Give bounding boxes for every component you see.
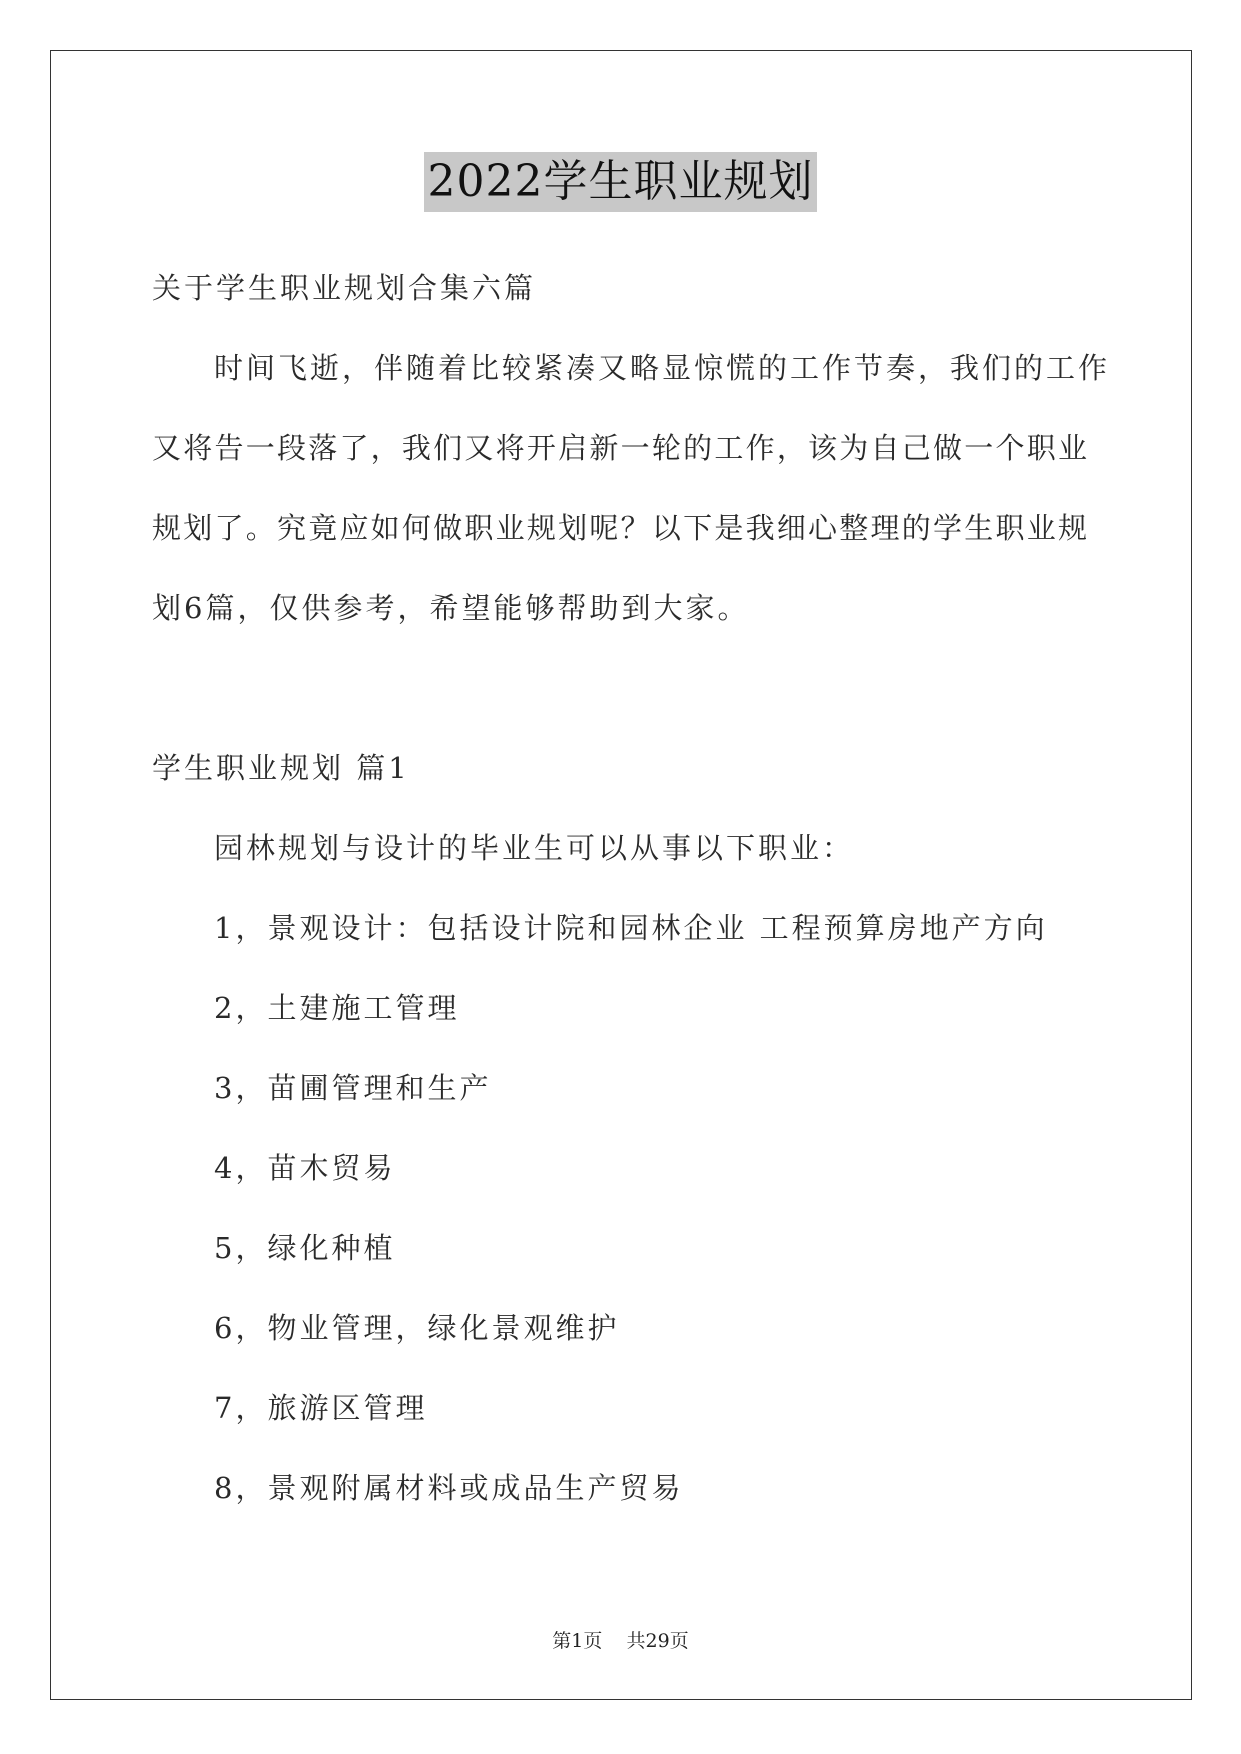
list-item: 7，旅游区管理 xyxy=(214,1391,428,1425)
list-item: 6，物业管理，绿化景观维护 xyxy=(214,1311,620,1345)
intro-line-4: 划6篇，仅供参考，希望能够帮助到大家。 xyxy=(152,591,750,625)
intro-line-2: 又将告一段落了，我们又将开启新一轮的工作，该为自己做一个职业 xyxy=(152,431,1087,465)
document-subtitle: 关于学生职业规划合集六篇 xyxy=(152,271,537,305)
intro-line-1: 时间飞逝，伴随着比较紧凑又略显惊慌的工作节奏，我们的工作 xyxy=(214,351,1111,385)
title-container xyxy=(0,152,1241,212)
list-item: 2，土建施工管理 xyxy=(214,991,460,1025)
list-item: 5，绿化种植 xyxy=(214,1231,396,1265)
section-heading: 学生职业规划 篇1 xyxy=(152,751,410,785)
page-footer xyxy=(0,1628,1241,1654)
list-item: 3，苗圃管理和生产 xyxy=(214,1071,492,1105)
list-item: 1，景观设计：包括设计院和园林企业 工程预算房地产方向 xyxy=(214,911,1048,945)
page-number: 第1页 共29页 xyxy=(552,1630,689,1652)
intro-line-3: 规划了。究竟应如何做职业规划呢？以下是我细心整理的学生职业规 xyxy=(152,511,1087,545)
list-item: 4，苗木贸易 xyxy=(214,1151,396,1185)
list-item: 8，景观附属材料或成品生产贸易 xyxy=(214,1471,684,1505)
section-intro: 园林规划与设计的毕业生可以从事以下职业： xyxy=(214,831,855,865)
document-title: 2022学生职业规划 xyxy=(424,152,818,212)
